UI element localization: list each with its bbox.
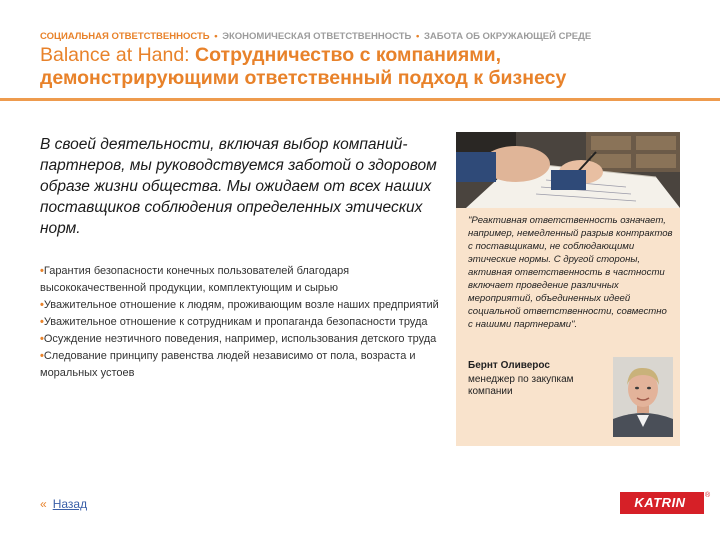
- list-item: [40, 263, 450, 297]
- page-title: [40, 44, 700, 90]
- back-arrow-icon: «: [40, 497, 47, 511]
- breadcrumb-item-environment[interactable]: ЗАБОТА ОБ ОКРУЖАЮЩЕЙ СРЕДЕ: [423, 31, 592, 42]
- back-link[interactable]: [40, 497, 87, 511]
- registered-mark: ®: [705, 492, 711, 499]
- list-item-text: Гарантия безопасности конечных пользователей благодаря высококачественной продукции, комплектующим и сырью: [40, 265, 350, 294]
- breadcrumb-item-economic[interactable]: ЭКОНОМИЧЕСКАЯ ОТВЕТСТВЕННОСТЬ: [222, 31, 412, 42]
- person-name: Бернт Оливерос: [468, 360, 550, 371]
- principles-list: [40, 263, 450, 382]
- person-role: менеджер по закупкам компании: [468, 374, 574, 397]
- testimonial-quote: "Реактивная ответственность означает, например, немедленный разрыв контрактов с поставщиками, не соблюдающими этические нормы. С другой стороны, активная ответственность в частности включает проведение различных мероприятий, объединенных идеей социальной ответственности, совместно с нашими партнерами".: [468, 215, 673, 330]
- back-link-label[interactable]: Назад: [52, 497, 88, 511]
- list-item: [40, 297, 450, 314]
- quote-card: [456, 132, 680, 446]
- bullet-marker: •: [40, 299, 44, 311]
- logo-text: KATRIN: [634, 495, 686, 510]
- header-divider: [0, 98, 720, 101]
- breadcrumb-separator: •: [416, 31, 420, 42]
- page-title-prefix: Balance at Hand:: [40, 44, 196, 66]
- bullet-marker: •: [40, 265, 44, 277]
- intro-text: В своей деятельности, включая выбор компаний-партнеров, мы руководствуемся заботой о здоровом образе жизни общества. Мы ожидаем от всех наших поставщиков соблюдения определенных этических норм.: [40, 136, 437, 237]
- list-item: [40, 331, 450, 348]
- bullet-marker: •: [40, 350, 44, 362]
- bullet-marker: •: [40, 333, 44, 345]
- list-item: [40, 314, 450, 331]
- page-title-bold: Сотрудничество с компаниями, демонстрирующими ответственный подход к бизнесу: [40, 44, 567, 89]
- breadcrumb-item-social[interactable]: СОЦИАЛЬНАЯ ОТВЕТСТВЕННОСТЬ: [40, 31, 210, 42]
- manager-portrait: [613, 357, 673, 437]
- bullet-marker: •: [40, 316, 44, 328]
- list-item: [40, 348, 450, 382]
- breadcrumb-separator: •: [214, 31, 218, 42]
- list-item-text: Уважительное отношение к сотрудникам и пропаганда безопасности труда: [43, 316, 428, 328]
- writing-hands-photo: [456, 132, 680, 208]
- list-item-text: Уважительное отношение к людям, проживающим возле наших предприятий: [43, 299, 439, 311]
- katrin-logo: [620, 492, 704, 514]
- list-item-text: Осуждение неэтичного поведения, например, использования детского труда: [43, 333, 437, 345]
- list-item-text: Следование принципу равенства людей независимо от пола, возраста и моральных устоев: [40, 350, 416, 379]
- breadcrumb: [40, 31, 690, 42]
